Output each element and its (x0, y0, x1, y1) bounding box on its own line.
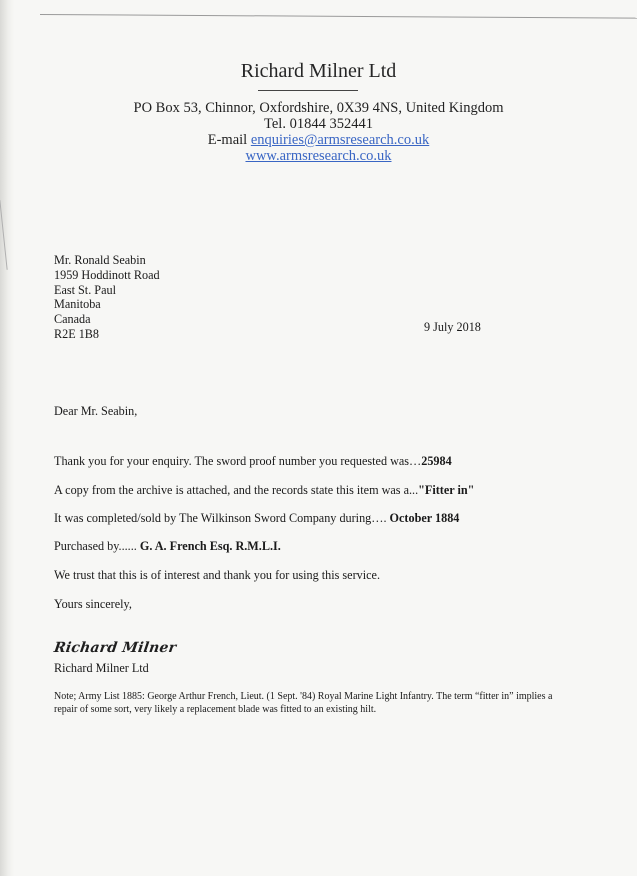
paragraph-record-type (54, 483, 474, 498)
paragraph-thanks: We trust that this is of interest and thank you for using this service. (54, 568, 380, 582)
scan-top-edge (40, 14, 637, 19)
letterhead-contact (0, 100, 637, 164)
recipient-name: Mr. Ronald Seabin (54, 253, 146, 267)
company-address: PO Box 53, Chinnor, Oxfordshire, 0X39 4NS, United Kingdom (133, 100, 504, 116)
completion-text: It was completed/sold by The Wilkinson Sword Company during…. (54, 511, 390, 525)
paragraph-completion-date (54, 511, 459, 526)
completion-value: October 1884 (389, 511, 460, 525)
recipient-postcode: R2E 1B8 (54, 326, 100, 341)
email-prefix: E-mail (207, 132, 251, 148)
recipient-province: Manitoba (54, 297, 101, 312)
recipient-country: Canada (54, 312, 91, 327)
purchaser-value: G. A. French Esq. R.M.L.I. (139, 539, 281, 553)
salutation: Dear Mr. Seabin, (54, 404, 138, 418)
proof-number-text: Thank you for your enquiry. The sword proof number you requested was… (54, 454, 422, 468)
email-link[interactable]: enquiries@armsresearch.co.uk (250, 132, 430, 148)
closing: Yours sincerely, (54, 597, 132, 611)
record-type-text: A copy from the archive is attached, and the records state this item was a... (54, 483, 419, 497)
paragraph-proof-number (54, 454, 452, 469)
paragraph-purchaser (54, 539, 281, 554)
website-link[interactable]: www.armsresearch.co.uk (245, 148, 392, 164)
footnote: Note; Army List 1885: George Arthur French, Lieut. (1 Sept. '84) Royal Marine Light Infantry. The term “fitter in” implies a repair of some sort, very likely a replacement blade was fitted to an existing hilt. (54, 691, 553, 715)
letterhead-rule (258, 90, 358, 91)
recipient-address (54, 253, 160, 342)
recipient-street: 1959 Hoddinott Road (54, 267, 160, 282)
recipient-town: East St. Paul (54, 282, 116, 297)
company-telephone: Tel. 01844 352441 (264, 116, 373, 132)
proof-number-value: 25984 (421, 454, 452, 468)
company-email-line (0, 132, 637, 148)
signer-company: Richard Milner Ltd (54, 661, 149, 675)
record-type-value: "Fitter in" (418, 483, 475, 497)
purchaser-text: Purchased by...... (54, 539, 140, 553)
company-name: Richard Milner Ltd (240, 60, 397, 82)
handwritten-signature: Richard Milner (52, 640, 178, 656)
letter-date: 9 July 2018 (424, 320, 481, 334)
website-line (0, 148, 637, 164)
